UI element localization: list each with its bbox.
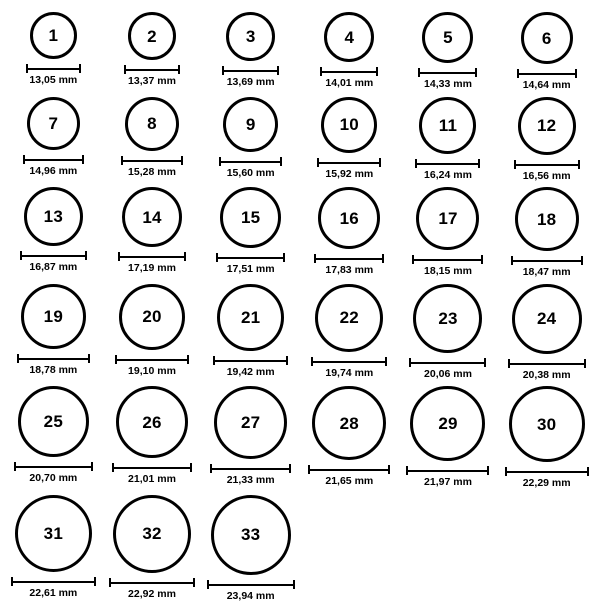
diameter-measure-bar: [314, 254, 384, 263]
measure-tick-right: [85, 251, 87, 260]
ring-size-cell: [201, 380, 300, 489]
ring-size-cell: [4, 6, 103, 91]
diameter-measure-bar: [406, 466, 489, 475]
ring-size-label: 22: [339, 308, 359, 327]
diameter-measure-bar: [216, 253, 285, 262]
measure-line: [112, 467, 192, 469]
diameter-measure-bar: [118, 252, 186, 261]
ring-circle: [518, 97, 576, 155]
measure-tick-left: [14, 462, 16, 471]
ring-circle: [422, 12, 473, 63]
ring-size-label: 29: [438, 414, 458, 433]
diameter-measure-bar: [517, 69, 577, 78]
measure-tick-left: [508, 359, 510, 368]
measure-tick-left: [11, 577, 13, 586]
diameter-measure-bar: [20, 251, 87, 260]
ring-size-label: 18: [537, 209, 557, 229]
measure-tick-right: [277, 66, 279, 75]
measure-line: [14, 466, 93, 468]
ring-size-label: 20: [142, 307, 162, 326]
measure-line: [210, 468, 291, 470]
ring-circle: [128, 12, 176, 60]
diameter-measure-bar: [511, 256, 583, 265]
ring-circle: [18, 386, 89, 457]
diameter-mm-label: 23,94 mm: [226, 589, 275, 602]
diameter-mm-label: 15,28 mm: [128, 165, 176, 178]
measure-tick-right: [79, 64, 81, 73]
measure-line: [308, 469, 390, 471]
measure-tick-right: [382, 254, 384, 263]
measure-tick-left: [517, 69, 519, 78]
diameter-measure-bar: [23, 155, 84, 164]
diameter-measure-bar: [311, 357, 387, 366]
diameter-mm-label: 21,33 mm: [226, 474, 275, 486]
measure-line: [207, 584, 295, 586]
measure-tick-right: [587, 467, 589, 476]
diameter-mm-label: 14,01 mm: [325, 77, 374, 89]
measure-tick-left: [418, 68, 420, 77]
measure-line: [23, 159, 84, 161]
diameter-mm-label: 22,92 mm: [128, 587, 176, 600]
ring-circle: [21, 284, 86, 349]
diameter-mm-label: 16,87 mm: [29, 261, 78, 273]
diameter-measure-bar: [124, 65, 180, 74]
ring-size-cell: [497, 278, 596, 381]
measure-tick-left: [409, 358, 411, 367]
measure-line: [418, 72, 477, 74]
measure-tick-right: [475, 68, 477, 77]
measure-tick-right: [193, 578, 195, 587]
diameter-mm-label: 17,19 mm: [128, 262, 176, 274]
diameter-mm-label: 17,51 mm: [226, 263, 275, 275]
measure-line: [109, 582, 195, 584]
ring-circle: [24, 187, 83, 246]
measure-tick-right: [184, 252, 186, 261]
ring-size-label: 3: [245, 27, 256, 46]
ring-circle: [419, 97, 476, 154]
ring-size-cell: [103, 278, 202, 381]
ring-size-label: 26: [142, 412, 162, 432]
diameter-measure-bar: [415, 159, 480, 168]
ring-size-cell: [103, 489, 202, 602]
ring-circle: [315, 284, 383, 352]
measure-tick-right: [487, 466, 489, 475]
ring-size-label: 27: [241, 413, 261, 432]
diameter-mm-label: 17,83 mm: [325, 264, 374, 276]
measure-line: [26, 68, 81, 70]
measure-tick-right: [385, 357, 387, 366]
measure-tick-right: [484, 358, 486, 367]
ring-size-label: 8: [147, 114, 157, 133]
ring-size-label: 30: [537, 414, 557, 434]
diameter-mm-label: 20,06 mm: [424, 367, 472, 380]
measure-tick-left: [222, 66, 224, 75]
measure-line: [121, 160, 183, 162]
diameter-measure-bar: [409, 358, 486, 367]
measure-tick-right: [187, 355, 189, 364]
measure-tick-left: [23, 155, 25, 164]
diameter-mm-label: 19,10 mm: [128, 364, 176, 377]
ring-size-cell: [399, 380, 498, 489]
measure-tick-right: [575, 69, 577, 78]
diameter-mm-label: 19,74 mm: [325, 366, 374, 379]
measure-tick-right: [388, 465, 390, 474]
measure-line: [118, 256, 186, 258]
measure-line: [216, 257, 285, 259]
diameter-measure-bar: [505, 467, 589, 476]
ring-circle: [27, 97, 80, 150]
ring-size-label: 15: [241, 208, 261, 227]
ring-size-label: 13: [43, 207, 63, 226]
measure-tick-left: [314, 254, 316, 263]
ring-size-cell: [4, 489, 103, 602]
ring-size-label: 16: [339, 208, 359, 228]
diameter-mm-label: 14,33 mm: [424, 78, 472, 90]
measure-line: [314, 258, 384, 260]
measure-line: [412, 259, 483, 261]
ring-circle: [521, 12, 573, 64]
diameter-mm-label: 13,05 mm: [29, 74, 78, 86]
measure-tick-left: [505, 467, 507, 476]
measure-tick-left: [210, 464, 212, 473]
ring-circle: [125, 97, 179, 151]
ring-size-label: 1: [48, 26, 59, 45]
measure-line: [317, 162, 381, 164]
measure-tick-right: [82, 155, 84, 164]
diameter-measure-bar: [14, 462, 93, 471]
measure-line: [11, 581, 96, 583]
ring-size-cell: [300, 278, 399, 381]
measure-tick-left: [514, 160, 516, 169]
measure-tick-left: [415, 159, 417, 168]
diameter-mm-label: 22,61 mm: [29, 586, 78, 599]
diameter-mm-label: 13,69 mm: [226, 76, 275, 88]
diameter-mm-label: 20,70 mm: [29, 472, 78, 484]
ring-circle: [30, 12, 77, 59]
measure-tick-left: [121, 156, 123, 165]
diameter-measure-bar: [219, 157, 282, 166]
ring-size-label: 4: [344, 27, 355, 47]
ring-circle: [515, 187, 579, 251]
ring-size-cell: [4, 380, 103, 489]
ring-size-label: 6: [541, 28, 552, 48]
measure-line: [505, 471, 589, 473]
measure-line: [406, 470, 489, 472]
ring-size-cell: [497, 380, 596, 489]
ring-circle: [312, 386, 386, 460]
diameter-measure-bar: [514, 160, 580, 169]
ring-circle: [116, 386, 188, 458]
diameter-measure-bar: [112, 463, 192, 472]
diameter-mm-label: 15,92 mm: [325, 167, 374, 180]
diameter-mm-label: 20,38 mm: [522, 368, 571, 381]
ring-circle: [226, 12, 275, 61]
ring-circle: [113, 495, 191, 573]
ring-circle: [509, 386, 585, 462]
measure-tick-left: [20, 251, 22, 260]
ring-size-cell: [300, 380, 399, 489]
measure-tick-right: [293, 580, 295, 589]
ring-size-cell: [201, 181, 300, 278]
ring-size-cell: [103, 6, 202, 91]
ring-size-label: 5: [443, 28, 453, 47]
diameter-mm-label: 14,64 mm: [522, 79, 571, 91]
measure-tick-left: [115, 355, 117, 364]
diameter-measure-bar: [418, 68, 477, 77]
diameter-measure-bar: [213, 356, 288, 365]
ring-size-label: 24: [537, 309, 557, 328]
diameter-mm-label: 15,60 mm: [226, 166, 275, 179]
ring-size-label: 17: [438, 209, 458, 228]
measure-tick-right: [88, 354, 90, 363]
ring-size-cell: [4, 181, 103, 278]
ring-circle: [324, 12, 374, 62]
ring-size-cell: [497, 6, 596, 91]
diameter-measure-bar: [109, 578, 195, 587]
ring-size-cell: [201, 91, 300, 182]
ring-size-cell: [4, 91, 103, 182]
measure-line: [311, 361, 387, 363]
measure-tick-right: [178, 65, 180, 74]
ring-size-label: 21: [241, 307, 261, 327]
ring-size-cell: [201, 278, 300, 381]
ring-circle: [416, 187, 479, 250]
diameter-measure-bar: [11, 577, 96, 586]
ring-circle: [15, 495, 92, 572]
ring-size-cell: [497, 181, 596, 278]
measure-line: [219, 161, 282, 163]
ring-circle: [122, 187, 182, 247]
diameter-measure-bar: [210, 464, 291, 473]
measure-line: [514, 164, 580, 166]
ring-size-label: 10: [339, 115, 359, 134]
ring-size-label: 7: [48, 113, 59, 133]
measure-tick-right: [379, 158, 381, 167]
diameter-measure-bar: [121, 156, 183, 165]
diameter-mm-label: 19,42 mm: [226, 365, 275, 378]
measure-line: [115, 359, 189, 361]
ring-size-label: 11: [438, 115, 458, 135]
diameter-mm-label: 18,78 mm: [29, 363, 78, 376]
ring-size-cell: [399, 6, 498, 91]
diameter-measure-bar: [26, 64, 81, 73]
measure-tick-left: [317, 158, 319, 167]
measure-line: [20, 255, 87, 257]
ring-circle: [211, 495, 291, 575]
ring-circle: [512, 284, 582, 354]
measure-tick-right: [481, 255, 483, 264]
ring-size-cell: [300, 181, 399, 278]
measure-tick-right: [581, 256, 583, 265]
measure-tick-right: [578, 160, 580, 169]
diameter-mm-label: 21,01 mm: [128, 473, 176, 485]
measure-tick-right: [584, 359, 586, 368]
measure-tick-left: [112, 463, 114, 472]
measure-line: [213, 360, 288, 362]
diameter-mm-label: 18,47 mm: [522, 266, 571, 278]
diameter-measure-bar: [207, 580, 295, 589]
ring-size-cell: [103, 380, 202, 489]
measure-tick-left: [308, 465, 310, 474]
ring-size-label: 28: [339, 413, 359, 433]
ring-size-cell: [497, 91, 596, 182]
ring-size-label: 31: [43, 523, 63, 543]
ring-size-label: 9: [245, 114, 256, 134]
ring-circle: [119, 284, 185, 350]
ring-size-label: 25: [43, 412, 63, 431]
measure-tick-right: [289, 464, 291, 473]
measure-line: [415, 163, 480, 165]
ring-size-label: 14: [142, 207, 162, 227]
measure-line: [320, 71, 378, 73]
ring-circle: [220, 187, 281, 248]
measure-tick-right: [91, 462, 93, 471]
ring-circle: [318, 187, 380, 249]
ring-size-cell: [399, 91, 498, 182]
diameter-mm-label: 16,24 mm: [424, 168, 472, 181]
measure-line: [409, 362, 486, 364]
diameter-measure-bar: [320, 67, 378, 76]
measure-tick-left: [124, 65, 126, 74]
diameter-measure-bar: [308, 465, 390, 474]
diameter-mm-label: 14,96 mm: [29, 164, 78, 177]
diameter-mm-label: 16,56 mm: [522, 169, 571, 182]
measure-line: [517, 73, 577, 75]
ring-size-cell: [201, 489, 300, 602]
measure-tick-left: [26, 64, 28, 73]
measure-tick-left: [311, 357, 313, 366]
measure-tick-right: [190, 463, 192, 472]
ring-size-label: 32: [142, 524, 162, 543]
measure-tick-right: [181, 156, 183, 165]
diameter-mm-label: 22,29 mm: [522, 477, 571, 489]
diameter-mm-label: 18,15 mm: [424, 265, 472, 277]
diameter-measure-bar: [508, 359, 586, 368]
ring-size-label: 2: [147, 26, 157, 46]
ring-circle: [321, 97, 377, 153]
measure-tick-right: [376, 67, 378, 76]
diameter-measure-bar: [115, 355, 189, 364]
ring-size-cell: [103, 181, 202, 278]
ring-size-cell: [201, 6, 300, 91]
diameter-mm-label: 13,37 mm: [128, 75, 176, 87]
measure-tick-left: [118, 252, 120, 261]
measure-tick-left: [320, 67, 322, 76]
ring-size-cell: [103, 91, 202, 182]
measure-tick-right: [478, 159, 480, 168]
ring-size-cell: [4, 278, 103, 381]
diameter-measure-bar: [317, 158, 381, 167]
measure-line: [511, 260, 583, 262]
measure-tick-left: [216, 253, 218, 262]
measure-tick-left: [109, 578, 111, 587]
measure-tick-right: [94, 577, 96, 586]
measure-tick-left: [412, 255, 414, 264]
measure-line: [17, 358, 90, 360]
measure-tick-right: [286, 356, 288, 365]
measure-line: [222, 70, 279, 72]
measure-tick-right: [280, 157, 282, 166]
diameter-measure-bar: [412, 255, 483, 264]
ring-size-label: 12: [537, 116, 557, 135]
ring-size-cell: [399, 181, 498, 278]
measure-line: [508, 363, 586, 365]
measure-line: [124, 69, 180, 71]
ring-circle: [223, 97, 278, 152]
diameter-mm-label: 21,97 mm: [424, 476, 472, 488]
ring-size-label: 19: [43, 306, 63, 326]
ring-size-cell: [300, 91, 399, 182]
ring-circle: [410, 386, 485, 461]
measure-tick-right: [283, 253, 285, 262]
diameter-measure-bar: [17, 354, 90, 363]
ring-circle: [413, 284, 482, 353]
ring-size-cell: [399, 278, 498, 381]
measure-tick-left: [219, 157, 221, 166]
measure-tick-left: [207, 580, 209, 589]
ring-size-label: 23: [438, 308, 458, 328]
ring-circle: [217, 284, 284, 351]
ring-size-label: 33: [241, 525, 261, 544]
measure-tick-left: [406, 466, 408, 475]
diameter-mm-label: 21,65 mm: [325, 475, 374, 487]
measure-tick-left: [17, 354, 19, 363]
measure-tick-left: [511, 256, 513, 265]
measure-tick-left: [213, 356, 215, 365]
ring-size-cell: [300, 6, 399, 91]
diameter-measure-bar: [222, 66, 279, 75]
ring-circle: [214, 386, 287, 459]
